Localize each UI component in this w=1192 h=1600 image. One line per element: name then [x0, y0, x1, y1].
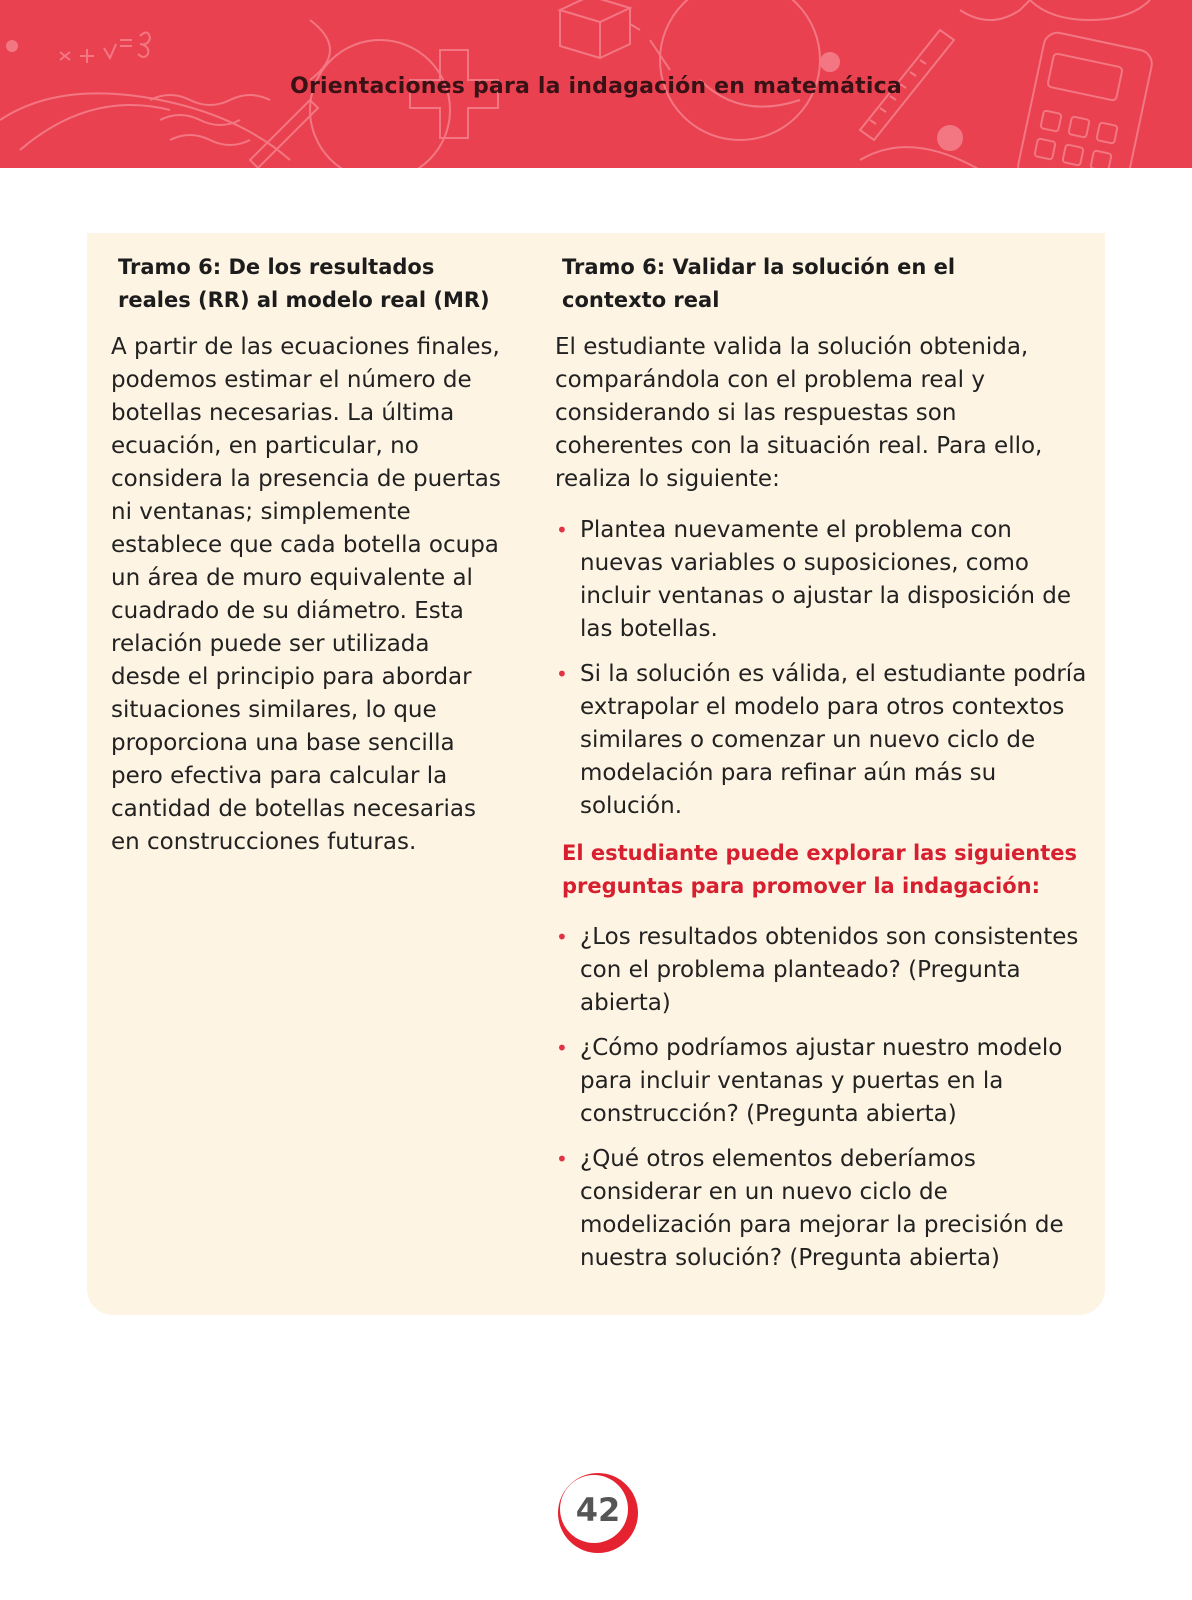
right-column-paragraph: El estudiante valida la solución obtenida, comparándola con el problema real y considerando si las respuestas son coherentes con la situación real. Para ello, realiza lo siguiente: — [555, 334, 1043, 492]
questions-list — [555, 921, 1091, 1275]
left-column-heading: Tramo 6: De los resultados reales (RR) al modelo real (MR) — [118, 255, 490, 312]
list-item-text: ¿Cómo podríamos ajustar nuestro modelo para incluir ventanas y puertas en la construcción? (Pregunta abierta) — [580, 1035, 1063, 1127]
left-column-paragraph: A partir de las ecuaciones finales, podemos estimar el número de botellas necesarias. La última ecuación, en particular, no considera la presencia de puertas ni ventanas; simplemente establece que cada botella ocupa un área de muro equivalente al cuadrado de su diámetro. Esta relación puede ser utilizada desde el principio para abordar situaciones similares, lo que proporciona una base sencilla pero efectiva para calcular la cantidad de botellas necesarias en construcciones futuras. — [111, 334, 501, 855]
content-panel — [87, 233, 1105, 1315]
bullet-dot-icon: • — [556, 1036, 568, 1060]
list-item — [555, 1143, 1091, 1275]
questions-subheading: El estudiante puede explorar las siguientes preguntas para promover la indagación: — [562, 841, 1078, 898]
list-item-text: ¿Los resultados obtenidos son consistentes con el problema planteado? (Pregunta abierta) — [580, 924, 1079, 1016]
bullet-dot-icon: • — [556, 518, 568, 542]
list-item — [555, 1032, 1091, 1131]
list-item-text: Si la solución es válida, el estudiante podría extrapolar el modelo para otros contextos similares o comenzar un nuevo ciclo de modelación para refinar aún más su solución. — [580, 661, 1087, 819]
list-item-text: Plantea nuevamente el problema con nuevas variables o suposiciones, como incluir ventanas o ajustar la disposición de las botellas. — [580, 517, 1072, 642]
list-item-text: ¿Qué otros elementos deberíamos considerar en un nuevo ciclo de modelización para mejorar la precisión de nuestra solución? (Pregunta abierta) — [580, 1146, 1064, 1271]
bullet-dot-icon: • — [556, 662, 568, 686]
page-header — [0, 0, 1192, 168]
right-column-heading: Tramo 6: Validar la solución en el contexto real — [562, 255, 956, 312]
page-number: 42 — [575, 1491, 621, 1529]
list-item — [555, 514, 1091, 646]
bullet-dot-icon: • — [556, 925, 568, 949]
validation-steps-list — [555, 514, 1091, 823]
left-column — [111, 233, 503, 859]
list-item — [555, 921, 1091, 1020]
bullet-dot-icon: • — [556, 1147, 568, 1171]
header-title: Orientaciones para la indagación en matemática — [290, 74, 902, 99]
right-column — [555, 233, 1091, 1287]
list-item — [555, 658, 1091, 823]
